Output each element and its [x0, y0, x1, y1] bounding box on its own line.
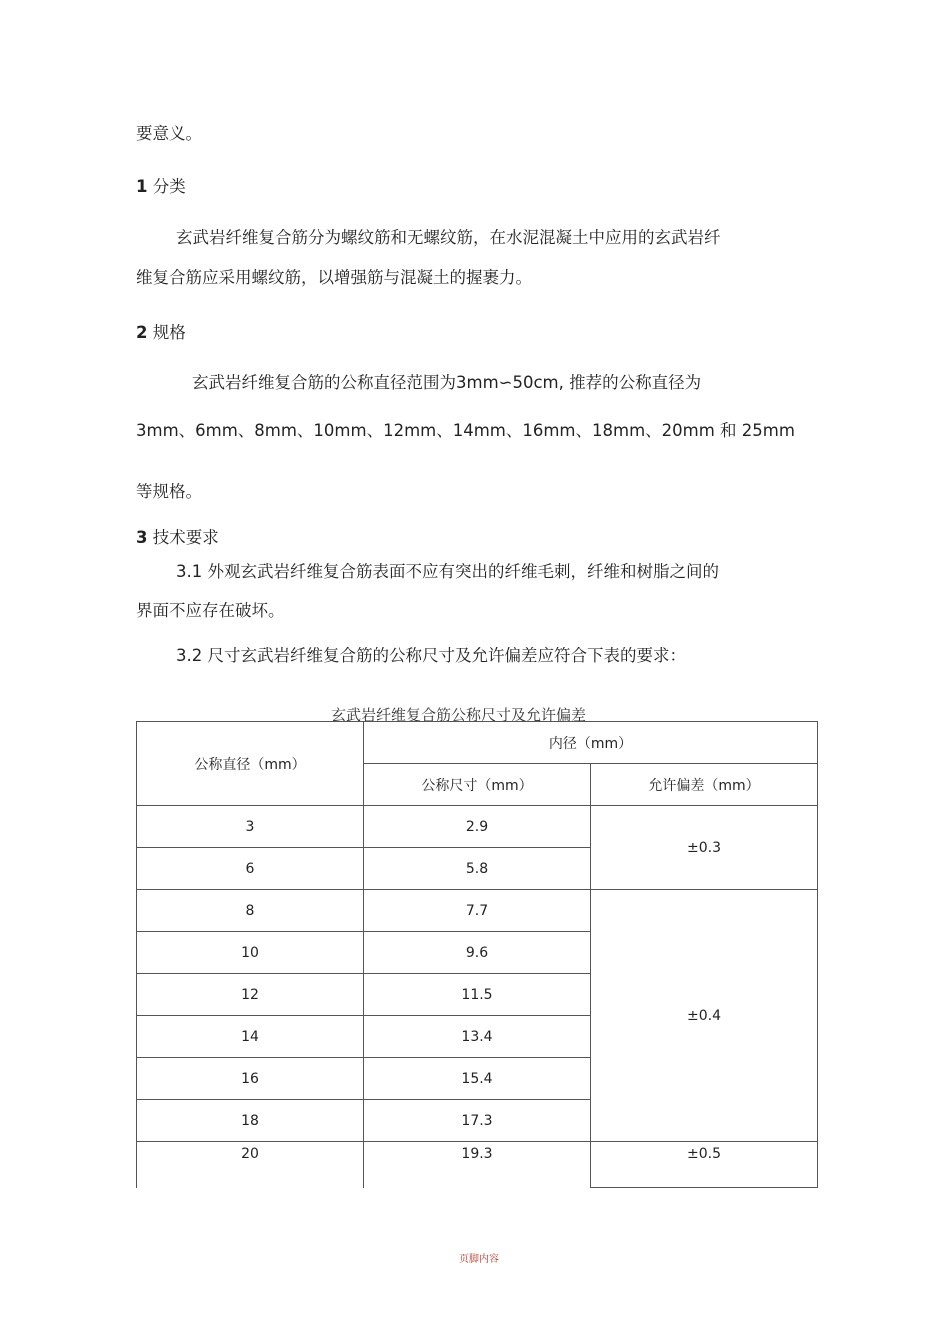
cell-diameter: 10	[137, 932, 364, 974]
text-line: 要意义。	[136, 124, 202, 143]
heading-text: 分类	[152, 177, 186, 196]
table-header-row	[137, 722, 818, 764]
cell-tolerance: ±0.5	[591, 1142, 818, 1188]
header-nominal-diameter: 公称直径（mm）	[137, 722, 364, 806]
table-row	[137, 890, 818, 932]
header-nominal-size: 公称尺寸（mm）	[364, 764, 591, 806]
cell-inner: 19.3	[364, 1142, 591, 1188]
cell-tolerance: ±0.3	[591, 806, 818, 890]
cell-diameter: 18	[137, 1100, 364, 1142]
heading-number: 1	[136, 177, 148, 196]
paragraph-line: 3mm、6mm、8mm、10mm、12mm、14mm、16mm、18mm、20mm 和 25mm	[136, 421, 795, 440]
header-inner-diameter: 内径（mm）	[364, 722, 818, 764]
cell-diameter: 8	[137, 890, 364, 932]
cell-inner: 13.4	[364, 1016, 591, 1058]
paragraph-line: 等规格。	[136, 482, 202, 501]
cell-diameter: 14	[137, 1016, 364, 1058]
heading-text: 规格	[152, 323, 186, 342]
heading-number: 2	[136, 323, 148, 342]
cell-inner: 7.7	[364, 890, 591, 932]
table-row	[137, 1142, 818, 1188]
paragraph-line: 3.2 尺寸玄武岩纤维复合筋的公称尺寸及允许偏差应符合下表的要求：	[176, 646, 686, 665]
paragraph-line: 维复合筋应采用螺纹筋，以增强筋与混凝土的握裹力。	[136, 268, 532, 287]
heading-text: 技术要求	[152, 528, 219, 547]
section-heading-1	[136, 173, 186, 197]
section-heading-2	[136, 319, 186, 343]
section-heading-3	[136, 524, 219, 548]
cell-diameter: 12	[137, 974, 364, 1016]
cell-diameter: 6	[137, 848, 364, 890]
cell-inner: 11.5	[364, 974, 591, 1016]
cell-inner: 2.9	[364, 806, 591, 848]
spec-table	[136, 721, 818, 1188]
cell-diameter: 20	[137, 1142, 364, 1188]
paragraph-line: 玄武岩纤维复合筋的公称直径范围为3mm∽50cm, 推荐的公称直径为	[192, 373, 702, 392]
paragraph-line: 3.1 外观玄武岩纤维复合筋表面不应有突出的纤维毛刺，纤维和树脂之间的	[176, 562, 719, 581]
cell-inner: 15.4	[364, 1058, 591, 1100]
heading-number: 3	[136, 528, 148, 547]
cell-inner: 17.3	[364, 1100, 591, 1142]
cell-inner: 5.8	[364, 848, 591, 890]
header-tolerance: 允许偏差（mm）	[591, 764, 818, 806]
table-caption: 玄武岩纤维复合筋公称尺寸及允许偏差	[331, 706, 587, 724]
table-row	[137, 806, 818, 848]
paragraph-line: 玄武岩纤维复合筋分为螺纹筋和无螺纹筋，在水泥混凝土中应用的玄武岩纤	[176, 228, 721, 247]
paragraph-line: 界面不应存在破坏。	[136, 601, 285, 620]
page-footer: 页脚内容	[459, 1254, 499, 1265]
cell-diameter: 3	[137, 806, 364, 848]
cell-tolerance: ±0.4	[591, 890, 818, 1142]
cell-inner: 9.6	[364, 932, 591, 974]
cell-diameter: 16	[137, 1058, 364, 1100]
